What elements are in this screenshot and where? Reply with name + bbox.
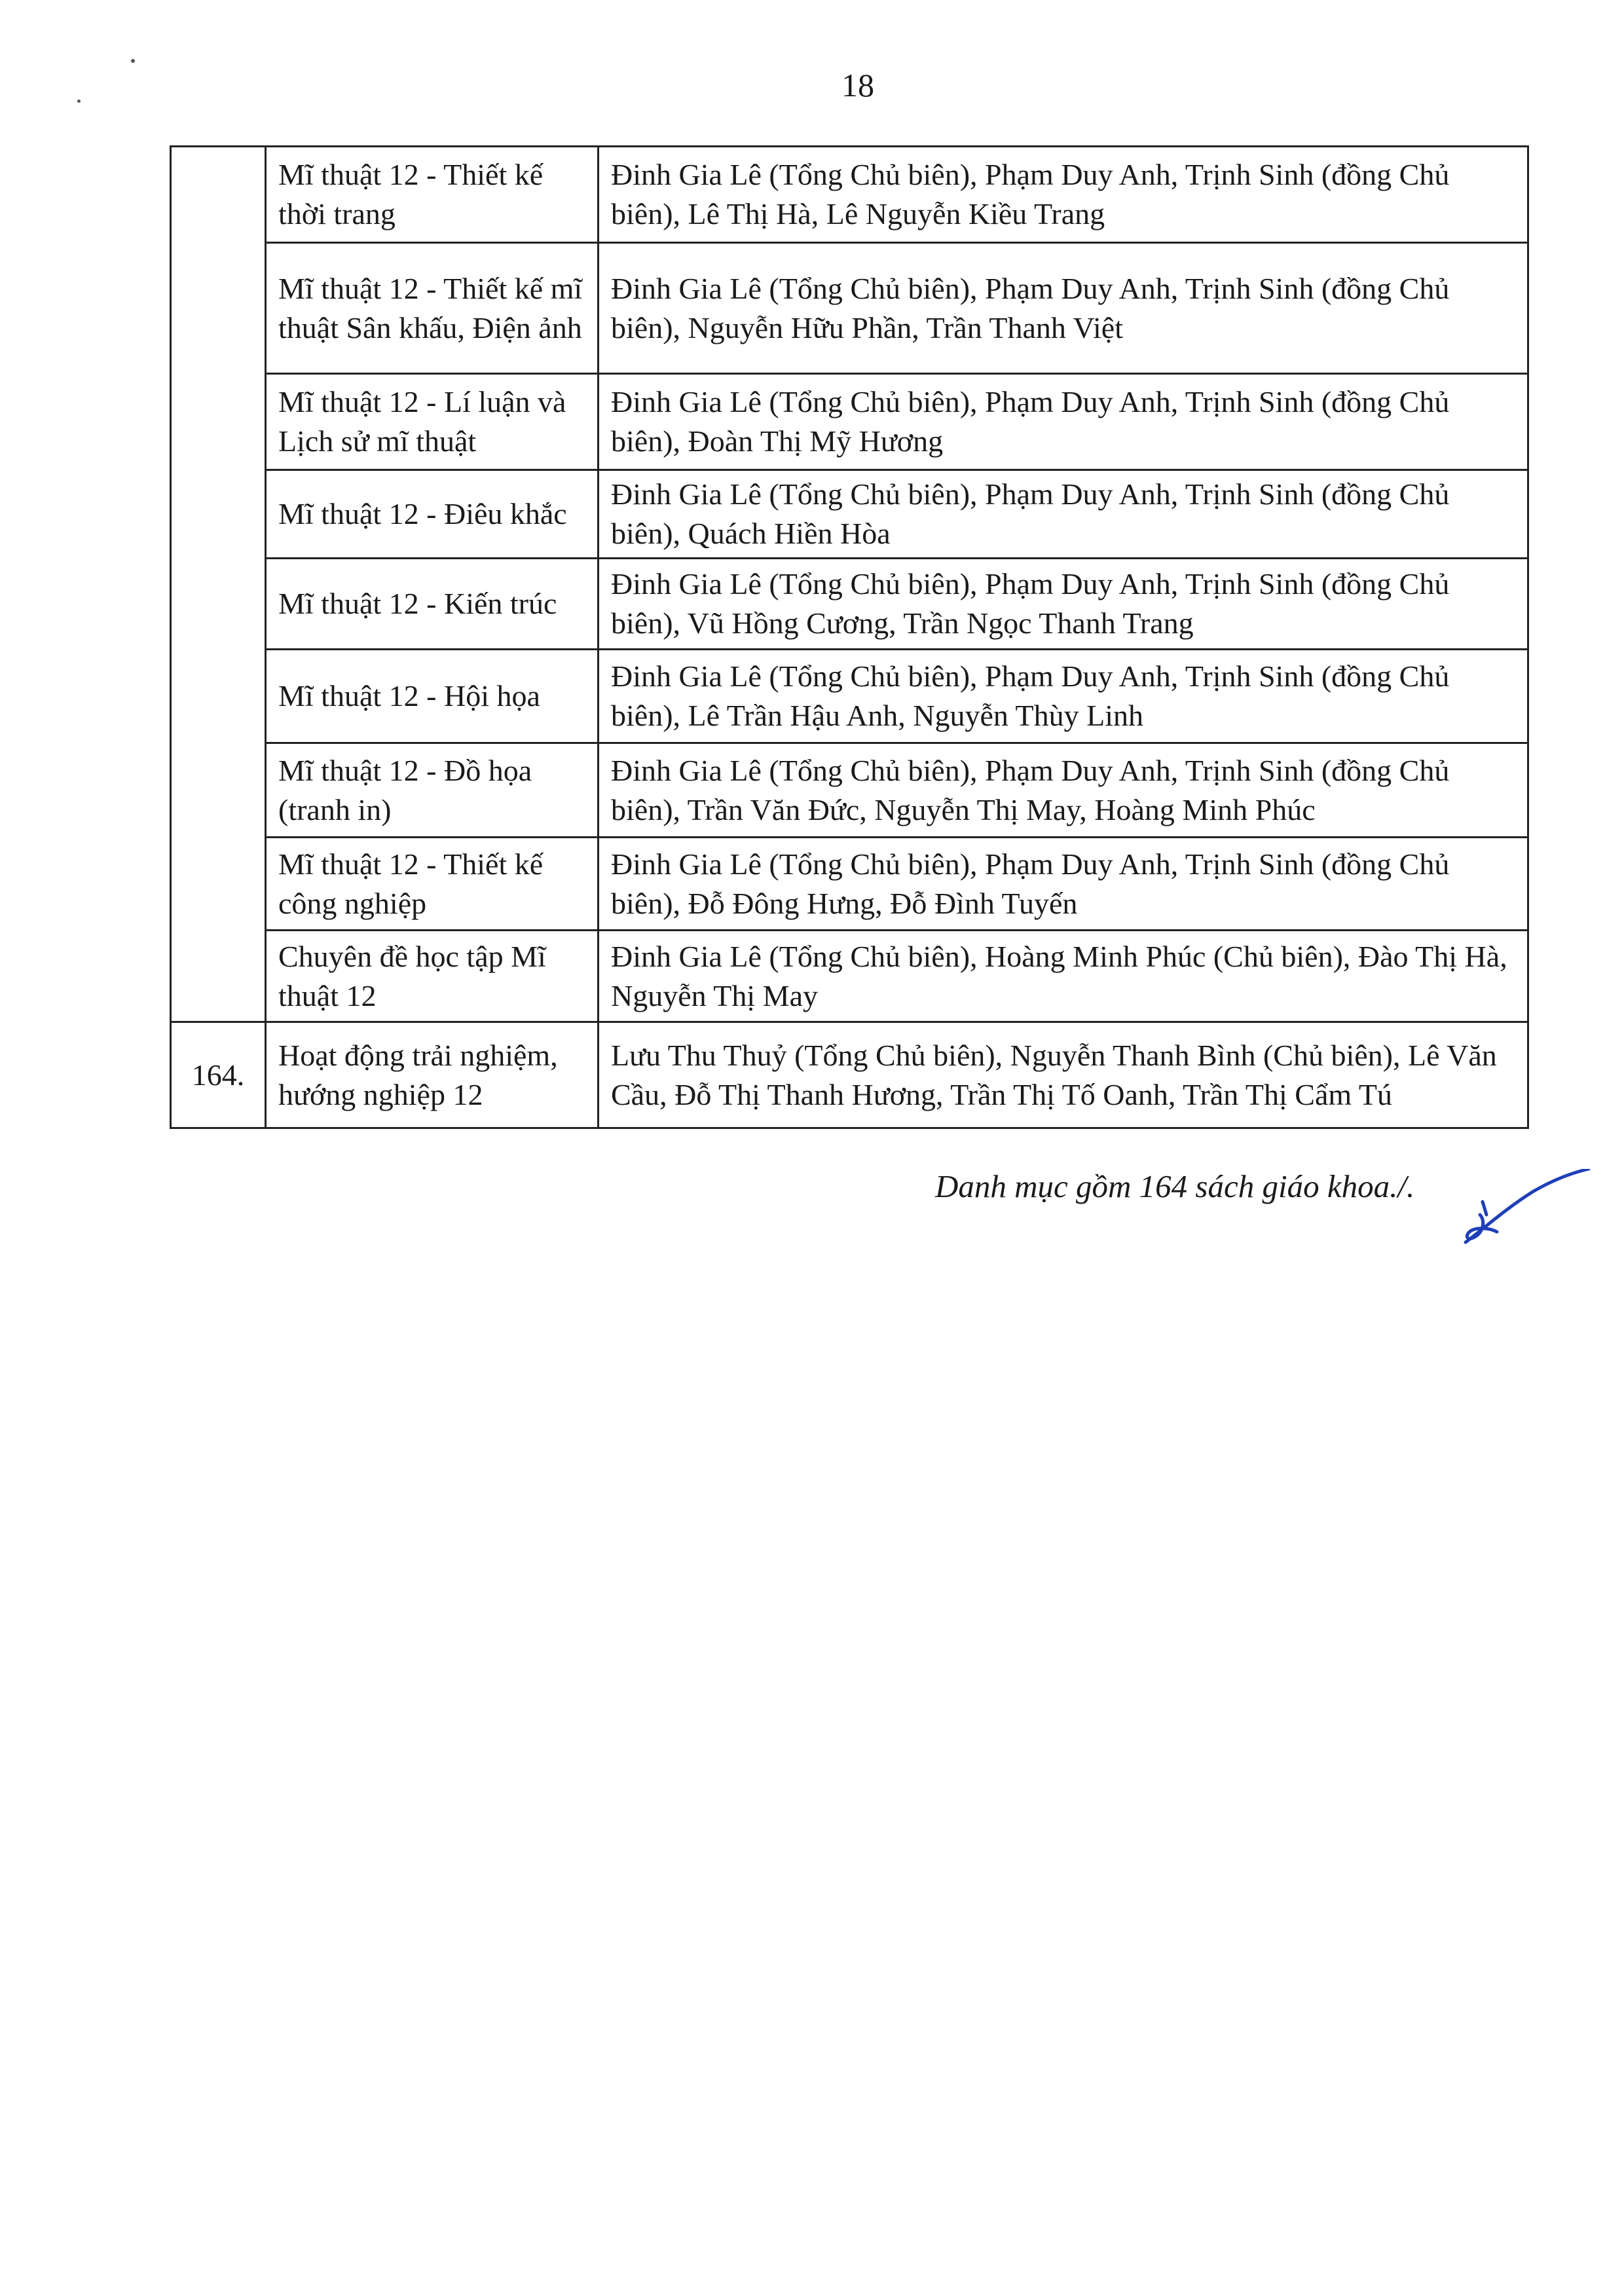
authors-cell: Đinh Gia Lê (Tổng Chủ biên), Phạm Duy Anh, Trịnh Sinh (đồng Chủ biên), Đoàn Thị Mỹ Hương [599, 374, 1528, 470]
book-title-cell: Mĩ thuật 12 - Thiết kế thời trang [266, 147, 599, 243]
authors-cell: Đinh Gia Lê (Tổng Chủ biên), Phạm Duy Anh, Trịnh Sinh (đồng Chủ biên), Lê Thị Hà, Lê Nguyễn Kiều Trang [599, 147, 1528, 243]
page-number: 18 [841, 67, 874, 103]
table-row [171, 743, 1528, 838]
authors-cell: Lưu Thu Thuỷ (Tổng Chủ biên), Nguyễn Thanh Bình (Chủ biên), Lê Văn Cầu, Đỗ Thị Thanh Hương, Trần Thị Tố Oanh, Trần Thị Cẩm Tú [599, 1022, 1528, 1128]
table-row [171, 374, 1528, 470]
row-number-cell [171, 147, 266, 1022]
authors-cell: Đinh Gia Lê (Tổng Chủ biên), Hoàng Minh Phúc (Chủ biên), Đào Thị Hà, Nguyễn Thị May [599, 931, 1528, 1022]
table-row [171, 1022, 1528, 1128]
book-title-cell: Mĩ thuật 12 - Điêu khắc [266, 470, 599, 559]
table-row [171, 931, 1528, 1022]
scan-speck [131, 59, 135, 63]
book-title-cell: Hoạt động trải nghiệm, hướng nghiệp 12 [266, 1022, 599, 1128]
book-title-cell: Chuyên đề học tập Mĩ thuật 12 [266, 931, 599, 1022]
book-title-cell: Mĩ thuật 12 - Hội họa [266, 650, 599, 743]
row-number-cell: 164. [171, 1022, 266, 1128]
book-title-cell: Mĩ thuật 12 - Kiến trúc [266, 559, 599, 650]
authors-cell: Đinh Gia Lê (Tổng Chủ biên), Phạm Duy Anh, Trịnh Sinh (đồng Chủ biên), Vũ Hồng Cương, Trần Ngọc Thanh Trang [599, 559, 1528, 650]
table-row [171, 243, 1528, 374]
authors-cell: Đinh Gia Lê (Tổng Chủ biên), Phạm Duy Anh, Trịnh Sinh (đồng Chủ biên), Quách Hiền Hòa [599, 470, 1528, 559]
table-row [171, 147, 1528, 243]
book-title-cell: Mĩ thuật 12 - Đồ họa (tranh in) [266, 743, 599, 838]
authors-cell: Đinh Gia Lê (Tổng Chủ biên), Phạm Duy Anh, Trịnh Sinh (đồng Chủ biên), Lê Trần Hậu Anh, Nguyễn Thùy Linh [599, 650, 1528, 743]
table-row [171, 470, 1528, 559]
authors-cell: Đinh Gia Lê (Tổng Chủ biên), Phạm Duy Anh, Trịnh Sinh (đồng Chủ biên), Trần Văn Đức, Nguyễn Thị May, Hoàng Minh Phúc [599, 743, 1528, 838]
textbook-list-table [170, 145, 1529, 1129]
authors-cell: Đinh Gia Lê (Tổng Chủ biên), Phạm Duy Anh, Trịnh Sinh (đồng Chủ biên), Nguyễn Hữu Phần, Trần Thanh Việt [599, 243, 1528, 374]
table-row [171, 838, 1528, 931]
book-title-cell: Mĩ thuật 12 - Lí luận và Lịch sử mĩ thuật [266, 374, 599, 470]
book-title-cell: Mĩ thuật 12 - Thiết kế mĩ thuật Sân khấu, Điện ảnh [266, 243, 599, 374]
authors-cell: Đinh Gia Lê (Tổng Chủ biên), Phạm Duy Anh, Trịnh Sinh (đồng Chủ biên), Đỗ Đông Hưng, Đỗ Đình Tuyến [599, 838, 1528, 931]
table-row [171, 559, 1528, 650]
closing-note: Danh mục gồm 164 sách giáo khoa./. [935, 1168, 1415, 1204]
signature-mark [1460, 1169, 1591, 1248]
table-row [171, 650, 1528, 743]
book-title-cell: Mĩ thuật 12 - Thiết kế công nghiệp [266, 838, 599, 931]
